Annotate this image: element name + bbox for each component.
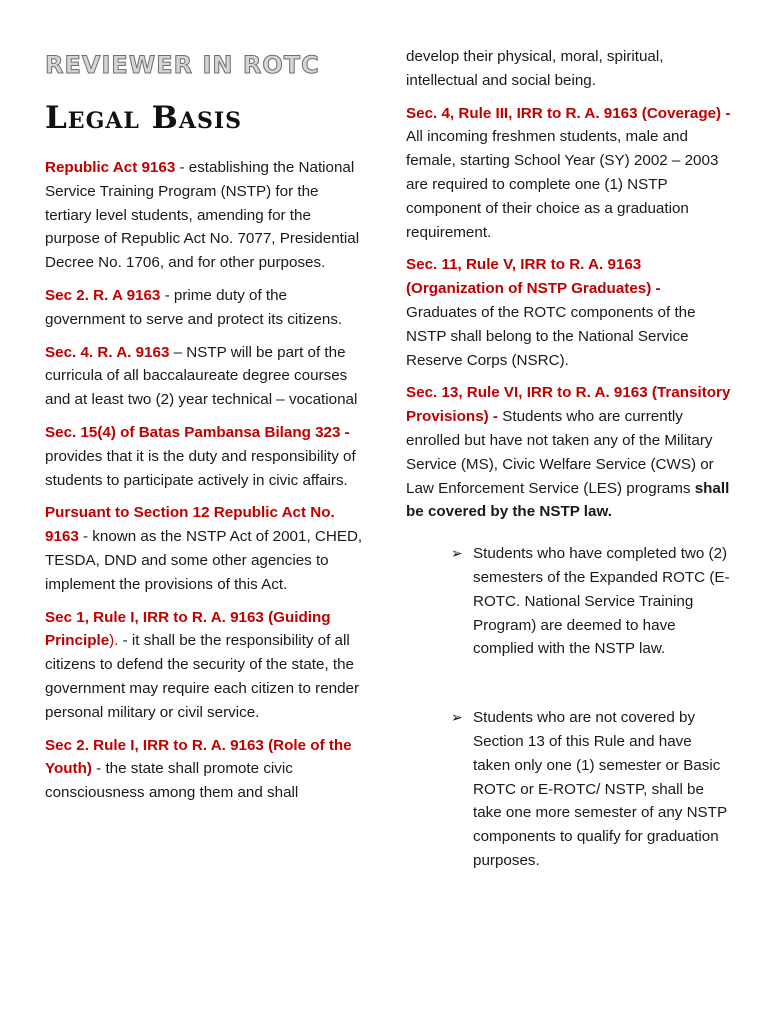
paragraph-continuation bbox=[406, 45, 731, 93]
paragraph-heading: Sec. 11, Rule V, IRR to R. A. 9163 (Organization of NSTP Graduates) - bbox=[406, 256, 661, 298]
paragraph-sec-15 bbox=[45, 421, 365, 492]
list-item bbox=[406, 706, 731, 873]
paragraph-body: - it shall be the responsibility of all citizens to defend the security of the state, the government may require each citizen to render personal military or civil service. bbox=[45, 632, 360, 721]
paragraph-heading: Sec. 15(4) of Batas Pambansa Bilang 323 - bbox=[45, 423, 350, 441]
paragraph-heading: Sec 2. Rule I, IRR to R. A. 9163 (Role of the Youth) bbox=[45, 736, 352, 778]
left-column bbox=[45, 50, 365, 814]
paragraph-heading: Republic Act 9163 bbox=[45, 159, 176, 176]
list-item-text: Students who have completed two (2) semesters of the Expanded ROTC (E-ROTC. National Service Training Program) are deemed to have complied with the NSTP law. bbox=[473, 545, 730, 658]
paragraph-body: - establishing the National Service Training Program (NSTP) for the tertiary level students, amending for the purpose of Republic Act No. 7077, Presidential Decree No. 1706, and for other purposes. bbox=[45, 159, 360, 272]
paragraph-heading: Sec. 4. R. A. 9163 bbox=[45, 343, 170, 361]
paragraph-body: Students who are currently enrolled but have not taken any of the Military Service (MS), Civic Welfare Service (CWS) or Law Enforcement Service (LES) programs bbox=[406, 408, 714, 497]
paragraph-body: - the state shall promote civic consciousness among them and shall bbox=[45, 760, 299, 802]
section-title: Legal Basis bbox=[45, 100, 243, 136]
paragraph-heading-end: ). bbox=[109, 632, 119, 650]
paragraph-body: – NSTP will be part of the curricula of all baccalaureate degree courses and at least two (2) year technical – vocational bbox=[45, 343, 358, 409]
paragraph-rule-1-sec-1 bbox=[45, 606, 365, 725]
paragraph-sec-4 bbox=[45, 341, 365, 412]
paragraph-section-12 bbox=[45, 501, 365, 596]
paragraph-body: - prime duty of the government to serve and protect its citizens. bbox=[45, 286, 343, 328]
paragraph-rule-1-sec-2 bbox=[45, 734, 365, 805]
paragraph-heading: Sec 1, Rule I, IRR to R. A. 9163 (Guiding Principle bbox=[45, 608, 331, 650]
paragraph-body: Graduates of the ROTC components of the NSTP shall belong to the National Service Reserve Corps (NSRC). bbox=[406, 303, 696, 369]
list-item bbox=[406, 542, 731, 661]
paragraph-sec-2 bbox=[45, 284, 365, 332]
document-title: REVIEWER IN ROTC bbox=[45, 51, 320, 79]
paragraph-body: All incoming freshmen students, male and female, starting School Year (SY) 2002 – 2003 are required to complete one (1) NSTP component of their choice as a graduation requirement. bbox=[406, 128, 719, 241]
paragraph-heading: Sec. 13, Rule VI, IRR to R. A. 9163 (Transitory Provisions) - bbox=[406, 384, 731, 426]
paragraph-ra-9163 bbox=[45, 156, 365, 275]
paragraph-body: provides that it is the duty and responsibility of students to participate actively in civic affairs. bbox=[45, 447, 356, 489]
paragraph-transitory bbox=[406, 381, 731, 524]
paragraph-heading: Sec. 4, Rule III, IRR to R. A. 9163 (Coverage) - bbox=[406, 104, 731, 122]
paragraph-coverage bbox=[406, 102, 731, 245]
paragraph-organization bbox=[406, 253, 731, 372]
arrow-bullet-icon: ➢ bbox=[451, 709, 463, 726]
paragraph-heading: Sec 2. R. A 9163 bbox=[45, 286, 161, 304]
paragraph-bold-tail: shall be covered by the NSTP law. bbox=[406, 479, 730, 521]
paragraph-heading: Pursuant to Section 12 Republic Act No. 9163 bbox=[45, 504, 335, 546]
right-column bbox=[406, 45, 731, 918]
transitory-bullet-list bbox=[406, 542, 731, 873]
arrow-bullet-icon: ➢ bbox=[451, 545, 463, 562]
paragraph-body: develop their physical, moral, spiritual, intellectual and social being. bbox=[406, 48, 664, 89]
paragraph-body: - known as the NSTP Act of 2001, CHED, TESDA, DND and some other agencies to implement the provisions of this Act. bbox=[45, 528, 363, 593]
list-item-text: Students who are not covered by Section 13 of this Rule and have taken only one (1) semester or Basic ROTC or E-ROTC/ NSTP, shall be take one more semester of any NSTP components to qualify for graduation purposes. bbox=[473, 709, 727, 869]
